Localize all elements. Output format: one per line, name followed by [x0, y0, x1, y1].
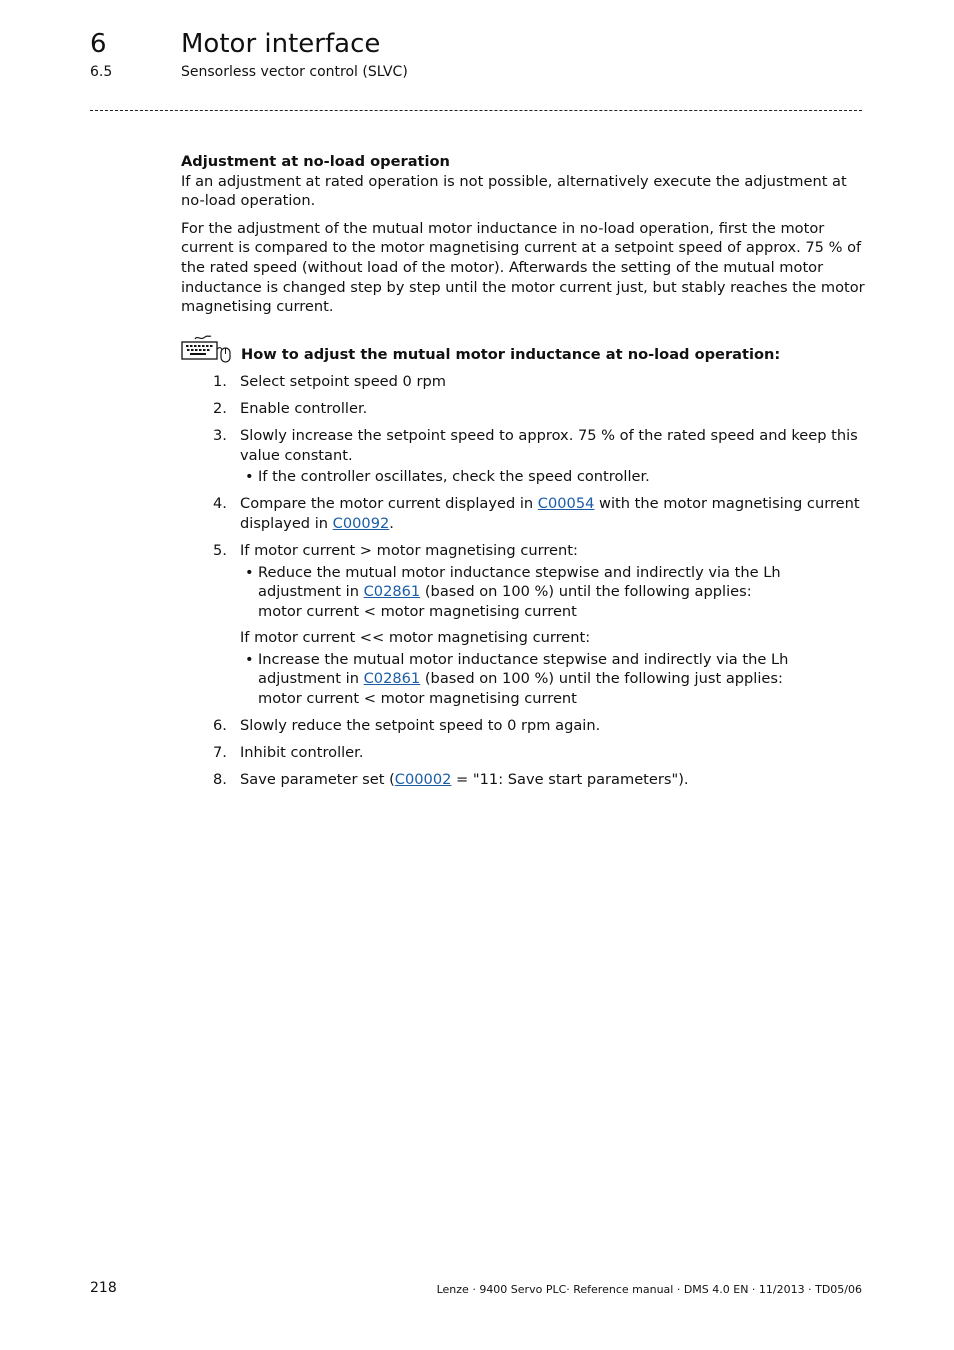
- step-text-post: = "11: Save start parameters").: [451, 771, 689, 789]
- bullet-icon: •: [245, 468, 254, 486]
- bullet-text-pre: Increase the mutual motor inductance stepwise and indirectly via the Lh adjustment in: [258, 650, 789, 688]
- list-item: [213, 494, 865, 533]
- step-text-secondary: If motor current << motor magnetising current:: [240, 629, 591, 647]
- step-number: 3.: [213, 426, 227, 444]
- chapter-number: 6: [90, 29, 107, 59]
- document-info: Lenze · 9400 Servo PLC· Reference manual · DMS 4.0 EN · 11/2013 · TD05/06: [436, 1283, 862, 1296]
- subheading: Adjustment at no-load operation: [181, 153, 450, 170]
- keyboard-mouse-icon: [181, 333, 233, 365]
- step-number: 4.: [213, 495, 227, 513]
- howto-title: How to adjust the mutual motor inductance at no-load operation:: [241, 345, 781, 363]
- bullet-icon: •: [245, 650, 254, 668]
- link-c02861[interactable]: C02861: [363, 583, 421, 601]
- list-item: [213, 770, 865, 790]
- step-text-pre: Compare the motor current displayed in: [240, 495, 538, 513]
- section-number: 6.5: [90, 64, 113, 80]
- chapter-title: Motor interface: [181, 29, 381, 59]
- list-item: [213, 372, 865, 392]
- section-title: Sensorless vector control (SLVC): [181, 64, 408, 80]
- page-number: 218: [90, 1280, 117, 1296]
- link-c00092[interactable]: C00092: [332, 514, 390, 532]
- page-content: [181, 152, 865, 797]
- bullet-item: [240, 563, 865, 622]
- list-item: [213, 716, 865, 736]
- list-item: [213, 426, 865, 487]
- howto-heading: [181, 333, 865, 367]
- step-text: Inhibit controller.: [240, 744, 364, 762]
- bullet-text-post: (based on 100 %) until the following applies:: [420, 583, 752, 601]
- step-text: Slowly increase the setpoint speed to approx. 75 % of the rated speed and keep this value constant.: [240, 426, 858, 464]
- bullet-condition: motor current < motor magnetising current: [258, 602, 577, 620]
- link-c02861[interactable]: C02861: [363, 670, 421, 688]
- list-item: [213, 541, 865, 709]
- step-number: 5.: [213, 541, 227, 559]
- step-text: Slowly reduce the setpoint speed to 0 rpm again.: [240, 717, 601, 735]
- list-item: [213, 399, 865, 419]
- bullet-icon: •: [245, 563, 254, 581]
- header-divider: [90, 110, 862, 111]
- explanation-paragraph: For the adjustment of the mutual motor inductance in no-load operation, first the motor current is compared to the motor magnetising current at a setpoint speed of approx. 75 % of the rated speed (without load of the motor). Afterwards the setting of the mutual motor inductance is changed step by step until the motor current just, but stably reaches the motor magnetising current.: [181, 219, 865, 316]
- bullet-text: If the controller oscillates, check the speed controller.: [258, 468, 650, 486]
- intro-paragraph: If an adjustment at rated operation is not possible, alternatively execute the adjustment at no-load operation.: [181, 172, 847, 210]
- link-c00002[interactable]: C00002: [394, 771, 452, 789]
- bullet-condition: motor current < motor magnetising current: [258, 690, 577, 708]
- steps-list: [213, 372, 865, 790]
- step-text-post: .: [389, 514, 394, 532]
- step-number: 6.: [213, 717, 227, 735]
- step-number: 7.: [213, 744, 227, 762]
- bullet-text-pre: Reduce the mutual motor inductance stepwise and indirectly via the Lh adjustment in: [258, 563, 781, 601]
- step-text-mid: with the motor magnetising current displayed in: [240, 495, 860, 532]
- bullet-item: [240, 467, 865, 487]
- step-text: Select setpoint speed 0 rpm: [240, 372, 446, 390]
- step-text-pre: Save parameter set (: [240, 771, 395, 789]
- step-text: If motor current > motor magnetising current:: [240, 541, 578, 559]
- step-number: 2.: [213, 399, 227, 417]
- bullet-text-post: (based on 100 %) until the following just applies:: [420, 670, 783, 688]
- step-text: Enable controller.: [240, 399, 368, 417]
- step-number: 8.: [213, 771, 227, 789]
- bullet-item: [240, 650, 865, 709]
- list-item: [213, 743, 865, 763]
- step-number: 1.: [213, 372, 227, 390]
- link-c00054[interactable]: C00054: [537, 495, 595, 513]
